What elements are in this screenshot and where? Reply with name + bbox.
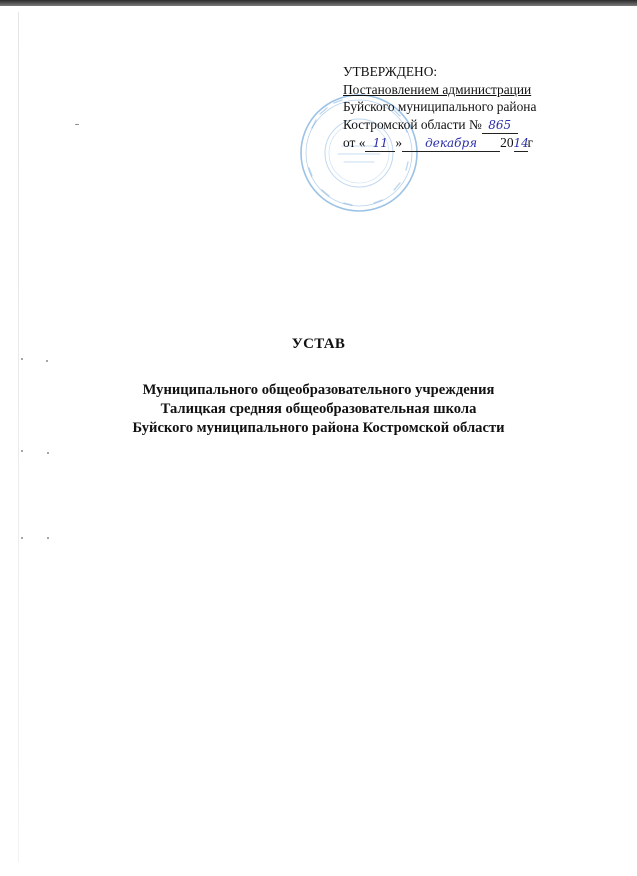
decree-number-handwritten: 865 bbox=[482, 118, 518, 134]
approval-block bbox=[343, 63, 583, 152]
date-year-prefix: 20 bbox=[500, 134, 514, 150]
scan-speck bbox=[47, 452, 49, 454]
organization-name bbox=[0, 381, 637, 438]
approval-date-line bbox=[343, 134, 583, 152]
approval-decree-line: Постановлением администрации bbox=[343, 81, 532, 97]
scan-speck bbox=[75, 124, 79, 125]
date-year-handwritten: 14 bbox=[513, 135, 529, 150]
org-name-line-2: Талицкая средняя общеобразовательная школа bbox=[160, 401, 477, 417]
approval-number-prefix: Костромской области № bbox=[343, 116, 482, 132]
date-year-suffix: г bbox=[527, 134, 534, 150]
date-quote-close: » bbox=[395, 134, 403, 150]
scan-top-edge bbox=[0, 0, 637, 6]
approval-district-line: Буйского муниципального района bbox=[343, 99, 537, 114]
date-day-handwritten: 11 bbox=[365, 136, 395, 152]
document-title: УСТАВ bbox=[291, 336, 346, 352]
scan-speck bbox=[21, 450, 23, 452]
scan-speck bbox=[47, 537, 49, 539]
scan-speck bbox=[21, 537, 23, 539]
org-name-line-1: Муниципального общеобразовательного учреждения bbox=[142, 382, 495, 398]
org-name-line-3: Буйского муниципального района Костромской области bbox=[132, 420, 505, 436]
approval-number-line bbox=[343, 116, 583, 134]
scan-speck bbox=[21, 358, 23, 360]
scan-speck bbox=[46, 360, 48, 362]
approval-heading: УТВЕРЖДЕНО: bbox=[343, 64, 438, 79]
date-prefix: от « bbox=[343, 134, 366, 150]
date-month-handwritten: декабря bbox=[402, 136, 500, 152]
